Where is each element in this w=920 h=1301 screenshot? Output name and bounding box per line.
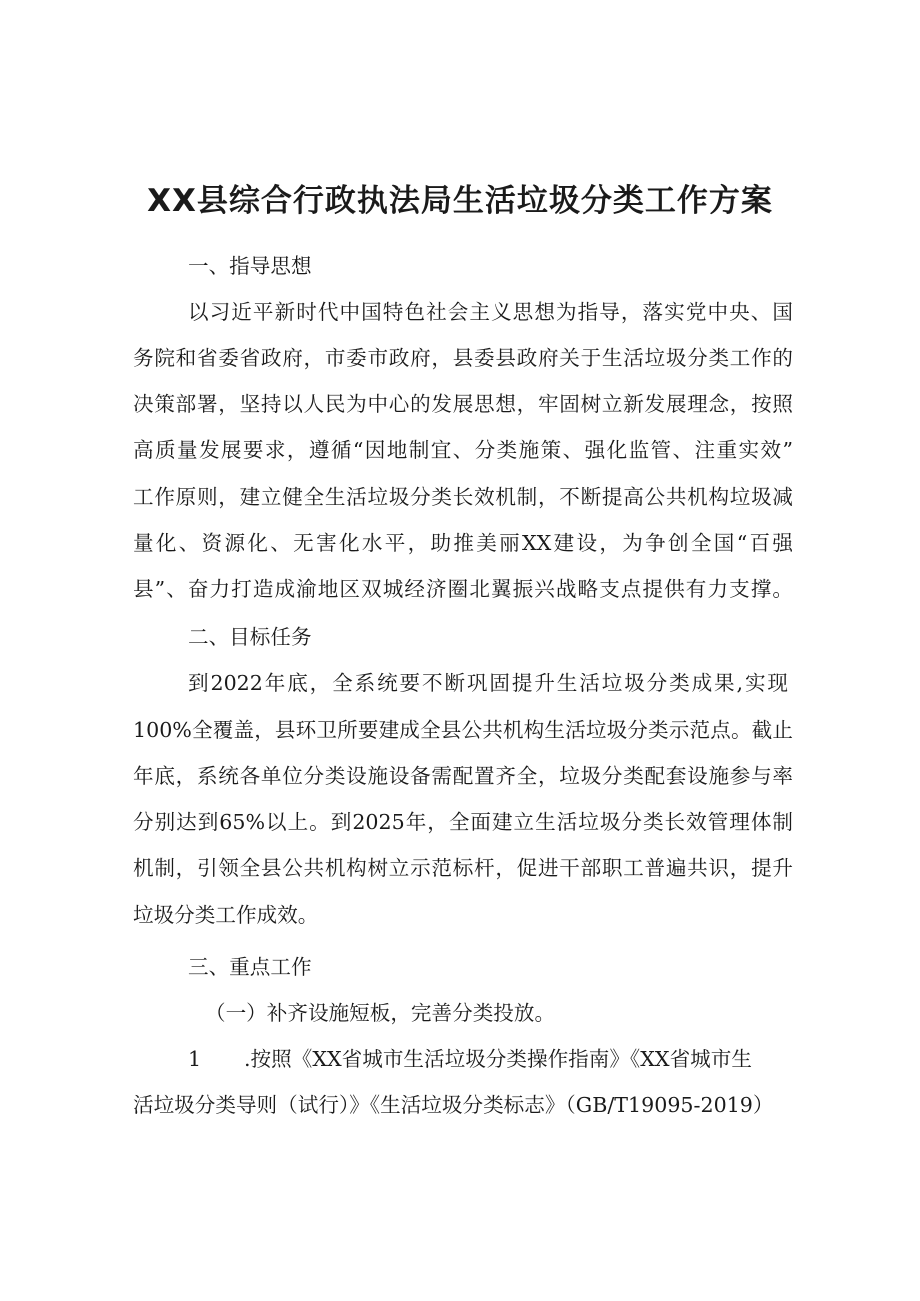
paragraph-line: 高质量发展要求，遵循“因地制宜、分类施策、强化监管、注重实效” bbox=[133, 438, 793, 462]
paragraph-line: 以习近平新时代中国特色社会主义思想为指导，落实党中央、国 bbox=[188, 300, 793, 324]
paragraph-line: 量化、资源化、无害化水平，助推美丽XX建设，为争创全国“百强 bbox=[133, 531, 793, 555]
subsection-heading: （一）补齐设施短板，完善分类投放。 bbox=[205, 1001, 556, 1025]
paragraph-line: 工作原则，建立健全生活垃圾分类长效机制，不断提高公共机构垃圾减 bbox=[133, 485, 793, 509]
section-heading-key-work: 三、重点工作 bbox=[188, 955, 312, 979]
paragraph-line: 决策部署，坚持以人民为中心的发展思想，牢固树立新发展理念，按照 bbox=[133, 392, 793, 416]
list-item-text: .按照《XX省城市生活垃圾分类操作指南》《XX省城市生 bbox=[244, 1047, 752, 1071]
section-heading-goals: 二、目标任务 bbox=[188, 625, 312, 649]
list-item-number: 1 bbox=[188, 1047, 202, 1071]
paragraph-line: 活垃圾分类导则（试行）》《生活垃圾分类标志》（GB/T19095-2019） bbox=[133, 1093, 774, 1117]
paragraph-line: 到2022年底，全系统要不断巩固提升生活垃圾分类成果,实现 bbox=[188, 671, 788, 695]
paragraph-line: 垃圾分类工作成效。 bbox=[133, 903, 319, 927]
paragraph-line: 100%全覆盖，县环卫所要建成全县公共机构生活垃圾分类示范点。截止 bbox=[133, 718, 793, 742]
document-title: XX县综合行政执法局生活垃圾分类工作方案 bbox=[147, 183, 773, 219]
paragraph-line: 年底，系统各单位分类设施设备需配置齐全，垃圾分类配套设施参与率 bbox=[133, 764, 793, 788]
section-heading-guiding-ideology: 一、指导思想 bbox=[188, 254, 312, 278]
paragraph-line: 务院和省委省政府，市委市政府，县委县政府关于生活垃圾分类工作的 bbox=[133, 346, 793, 370]
paragraph-line: 分别达到65%以上。到2025年，全面建立生活垃圾分类长效管理体制 bbox=[133, 810, 793, 834]
paragraph-line: 机制，引领全县公共机构树立示范标杆，促进干部职工普遍共识，提升 bbox=[133, 856, 793, 880]
paragraph-line: 县”、奋力打造成渝地区双城经济圈北翼振兴战略支点提供有力支撑。 bbox=[133, 577, 793, 601]
